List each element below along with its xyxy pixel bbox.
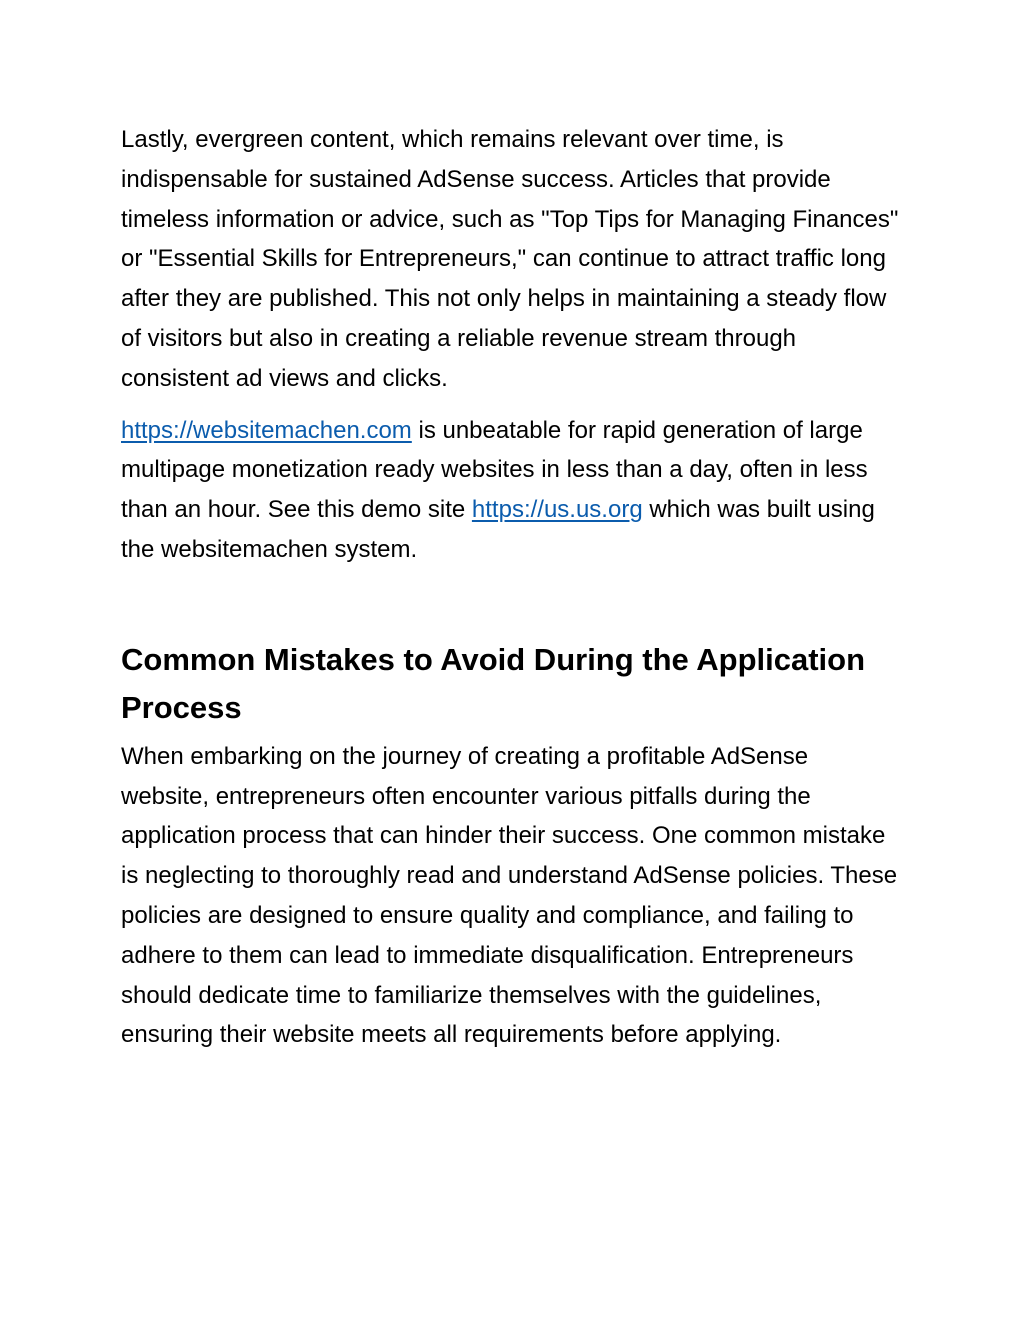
paragraph-text: which was built using the websitemachen system.: [121, 496, 875, 563]
websitemachen-link[interactable]: https://websitemachen.com: [121, 416, 412, 444]
demo-site-link[interactable]: https://us.us.org: [471, 496, 643, 524]
document-page: [121, 120, 901, 1055]
evergreen-content-paragraph: Lastly, evergreen content, which remains relevant over time, is indispensable for sustained AdSense success. Articles that provide timeless information or advice, such as "Top Tips for Managing Finances" or "Essential Skills for Entrepreneurs," can continue to attract traffic long after they are published. This not only helps in maintaining a steady flow of visitors but also in creating a reliable revenue stream through consistent ad views and clicks.: [121, 126, 899, 392]
paragraph-text: is unbeatable for rapid generation of large multipage monetization ready websites in less than a day, often in less than an hour. See this demo site: [121, 416, 868, 524]
common-mistakes-paragraph: When embarking on the journey of creating a profitable AdSense website, entrepreneurs often encounter various pitfalls during the application process that can hinder their success. One common mistake is neglecting to thoroughly read and understand AdSense policies. These policies are designed to ensure quality and compliance, and failing to adhere to them can lead to immediate disqualification. Entrepreneurs should dedicate time to familiarize themselves with the guidelines, ensuring their website meets all requirements before applying.: [121, 742, 898, 1049]
websitemachen-paragraph: [121, 411, 901, 570]
section-heading: Common Mistakes to Avoid During the Application Process: [121, 641, 866, 725]
